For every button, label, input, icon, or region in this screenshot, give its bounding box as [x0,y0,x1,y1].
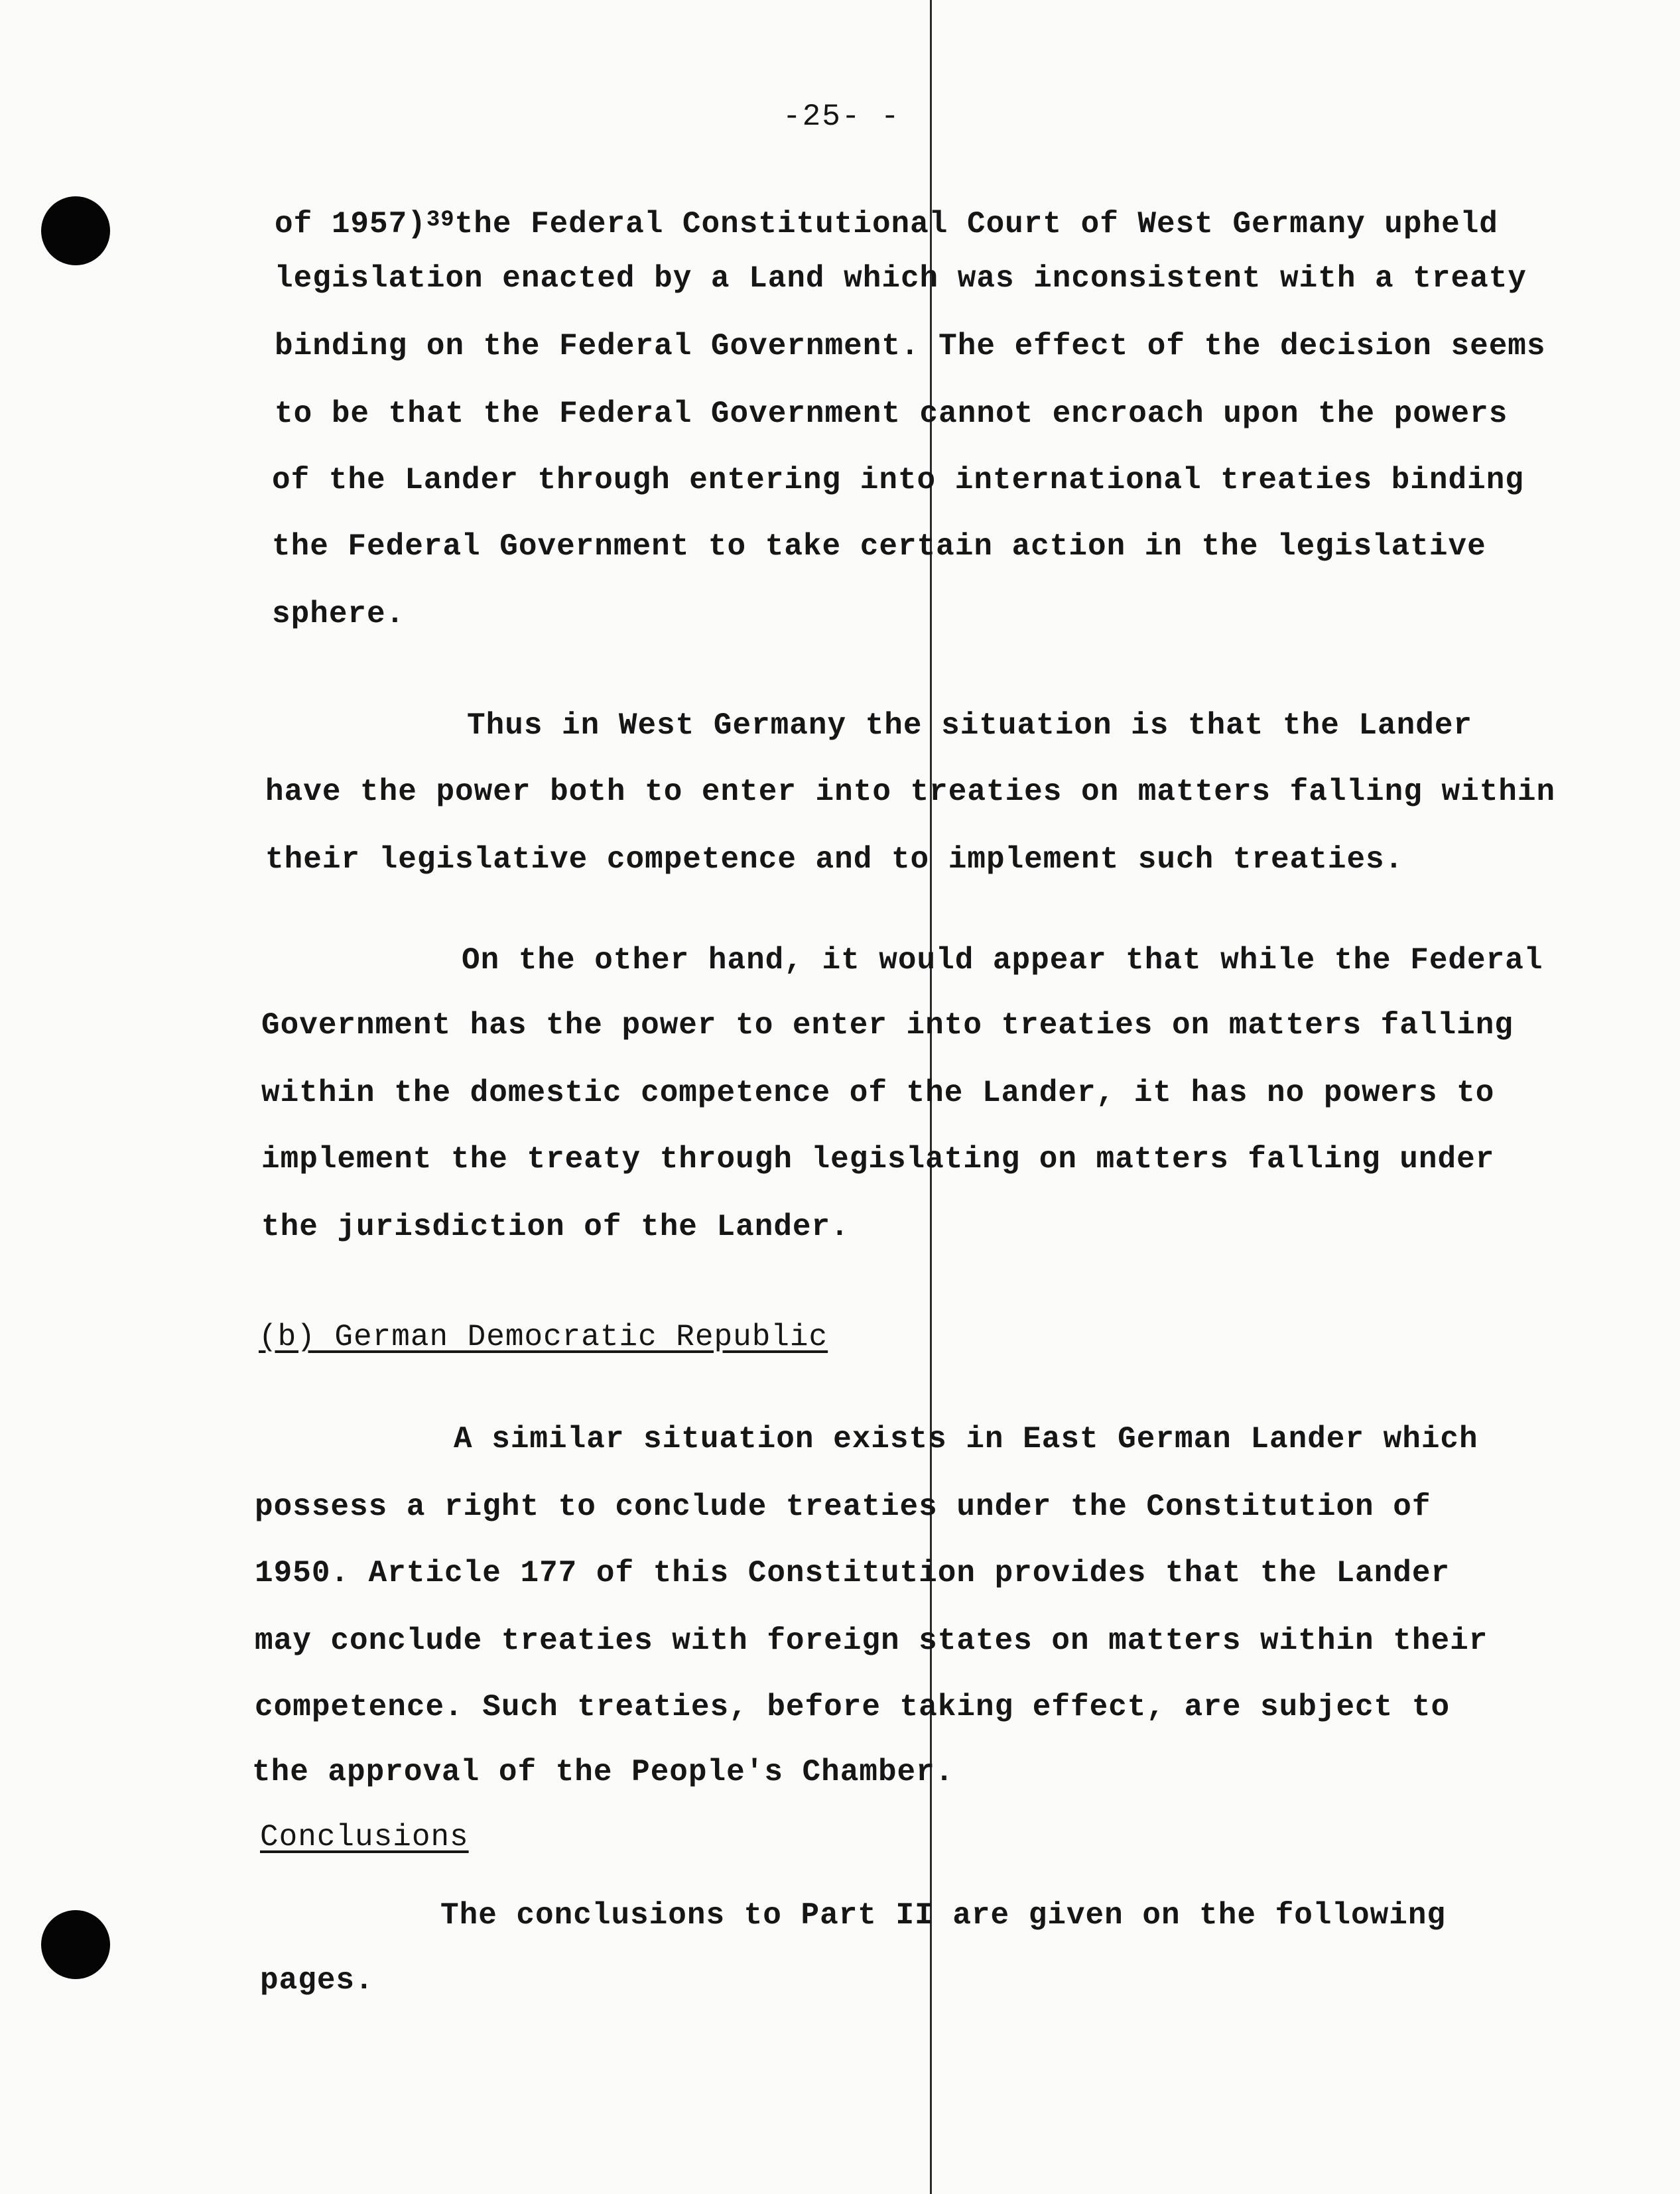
section-heading-conclusions: Conclusions [260,1820,469,1854]
text-line-24: The conclusions to Part II are given on the following [440,1898,1447,1933]
text-line-4: to be that the Federal Government cannot encroach upon the powers [275,397,1508,431]
text-line-3: binding on the Federal Government. The effect of the decision seems [275,329,1546,363]
text-line-13: within the domestic competence of the Lander, it has no powers to [261,1076,1495,1110]
text-line-11: On the other hand, it would appear that while the Federal [462,943,1543,978]
text-line-18: possess a right to conclude treaties under the Constitution of [255,1490,1431,1524]
text-line-22: the approval of the People's Chamber. [252,1755,954,1789]
punch-hole-top [41,196,110,265]
text-line-25: pages. [260,1963,374,1998]
text-line-6: the Federal Government to take certain action in the legislative [272,529,1486,564]
text-line-19: 1950. Article 177 of this Constitution provides that the Lander [255,1556,1451,1590]
page-number: -25- - [783,99,901,134]
section-heading-gdr: (b) German Democratic Republic [259,1320,828,1354]
text-line-17: A similar situation exists in East German Lander which [454,1422,1478,1456]
text-line-8: Thus in West Germany the situation is that the Lander [467,708,1473,743]
text-line-2: legislation enacted by a Land which was inconsistent with a treaty [275,261,1527,296]
footnote-ref: 39 [426,208,455,233]
text-line-1 [275,206,1498,243]
text-line-14: implement the treaty through legislating on matters falling under [261,1142,1495,1177]
punch-hole-bottom [41,1910,110,1979]
text-line-9: have the power both to enter into treaties on matters falling within [265,775,1556,809]
text-line-7: sphere. [272,597,405,631]
text-line-1-body: the Federal Constitutional Court of West Germany upheld [454,207,1498,241]
text-line-21: competence. Such treaties, before taking effect, are subject to [255,1690,1451,1724]
text-line-5: of the Lander through entering into international treaties binding [272,463,1524,497]
text-line-12: Government has the power to enter into treaties on matters falling [261,1008,1514,1043]
text-line-15: the jurisdiction of the Lander. [261,1210,850,1244]
text-line-10: their legislative competence and to implement such treaties. [265,842,1404,877]
text-line-20: may conclude treaties with foreign states on matters within their [255,1624,1488,1658]
text-line-1-prefix: of 1957) [275,207,426,241]
